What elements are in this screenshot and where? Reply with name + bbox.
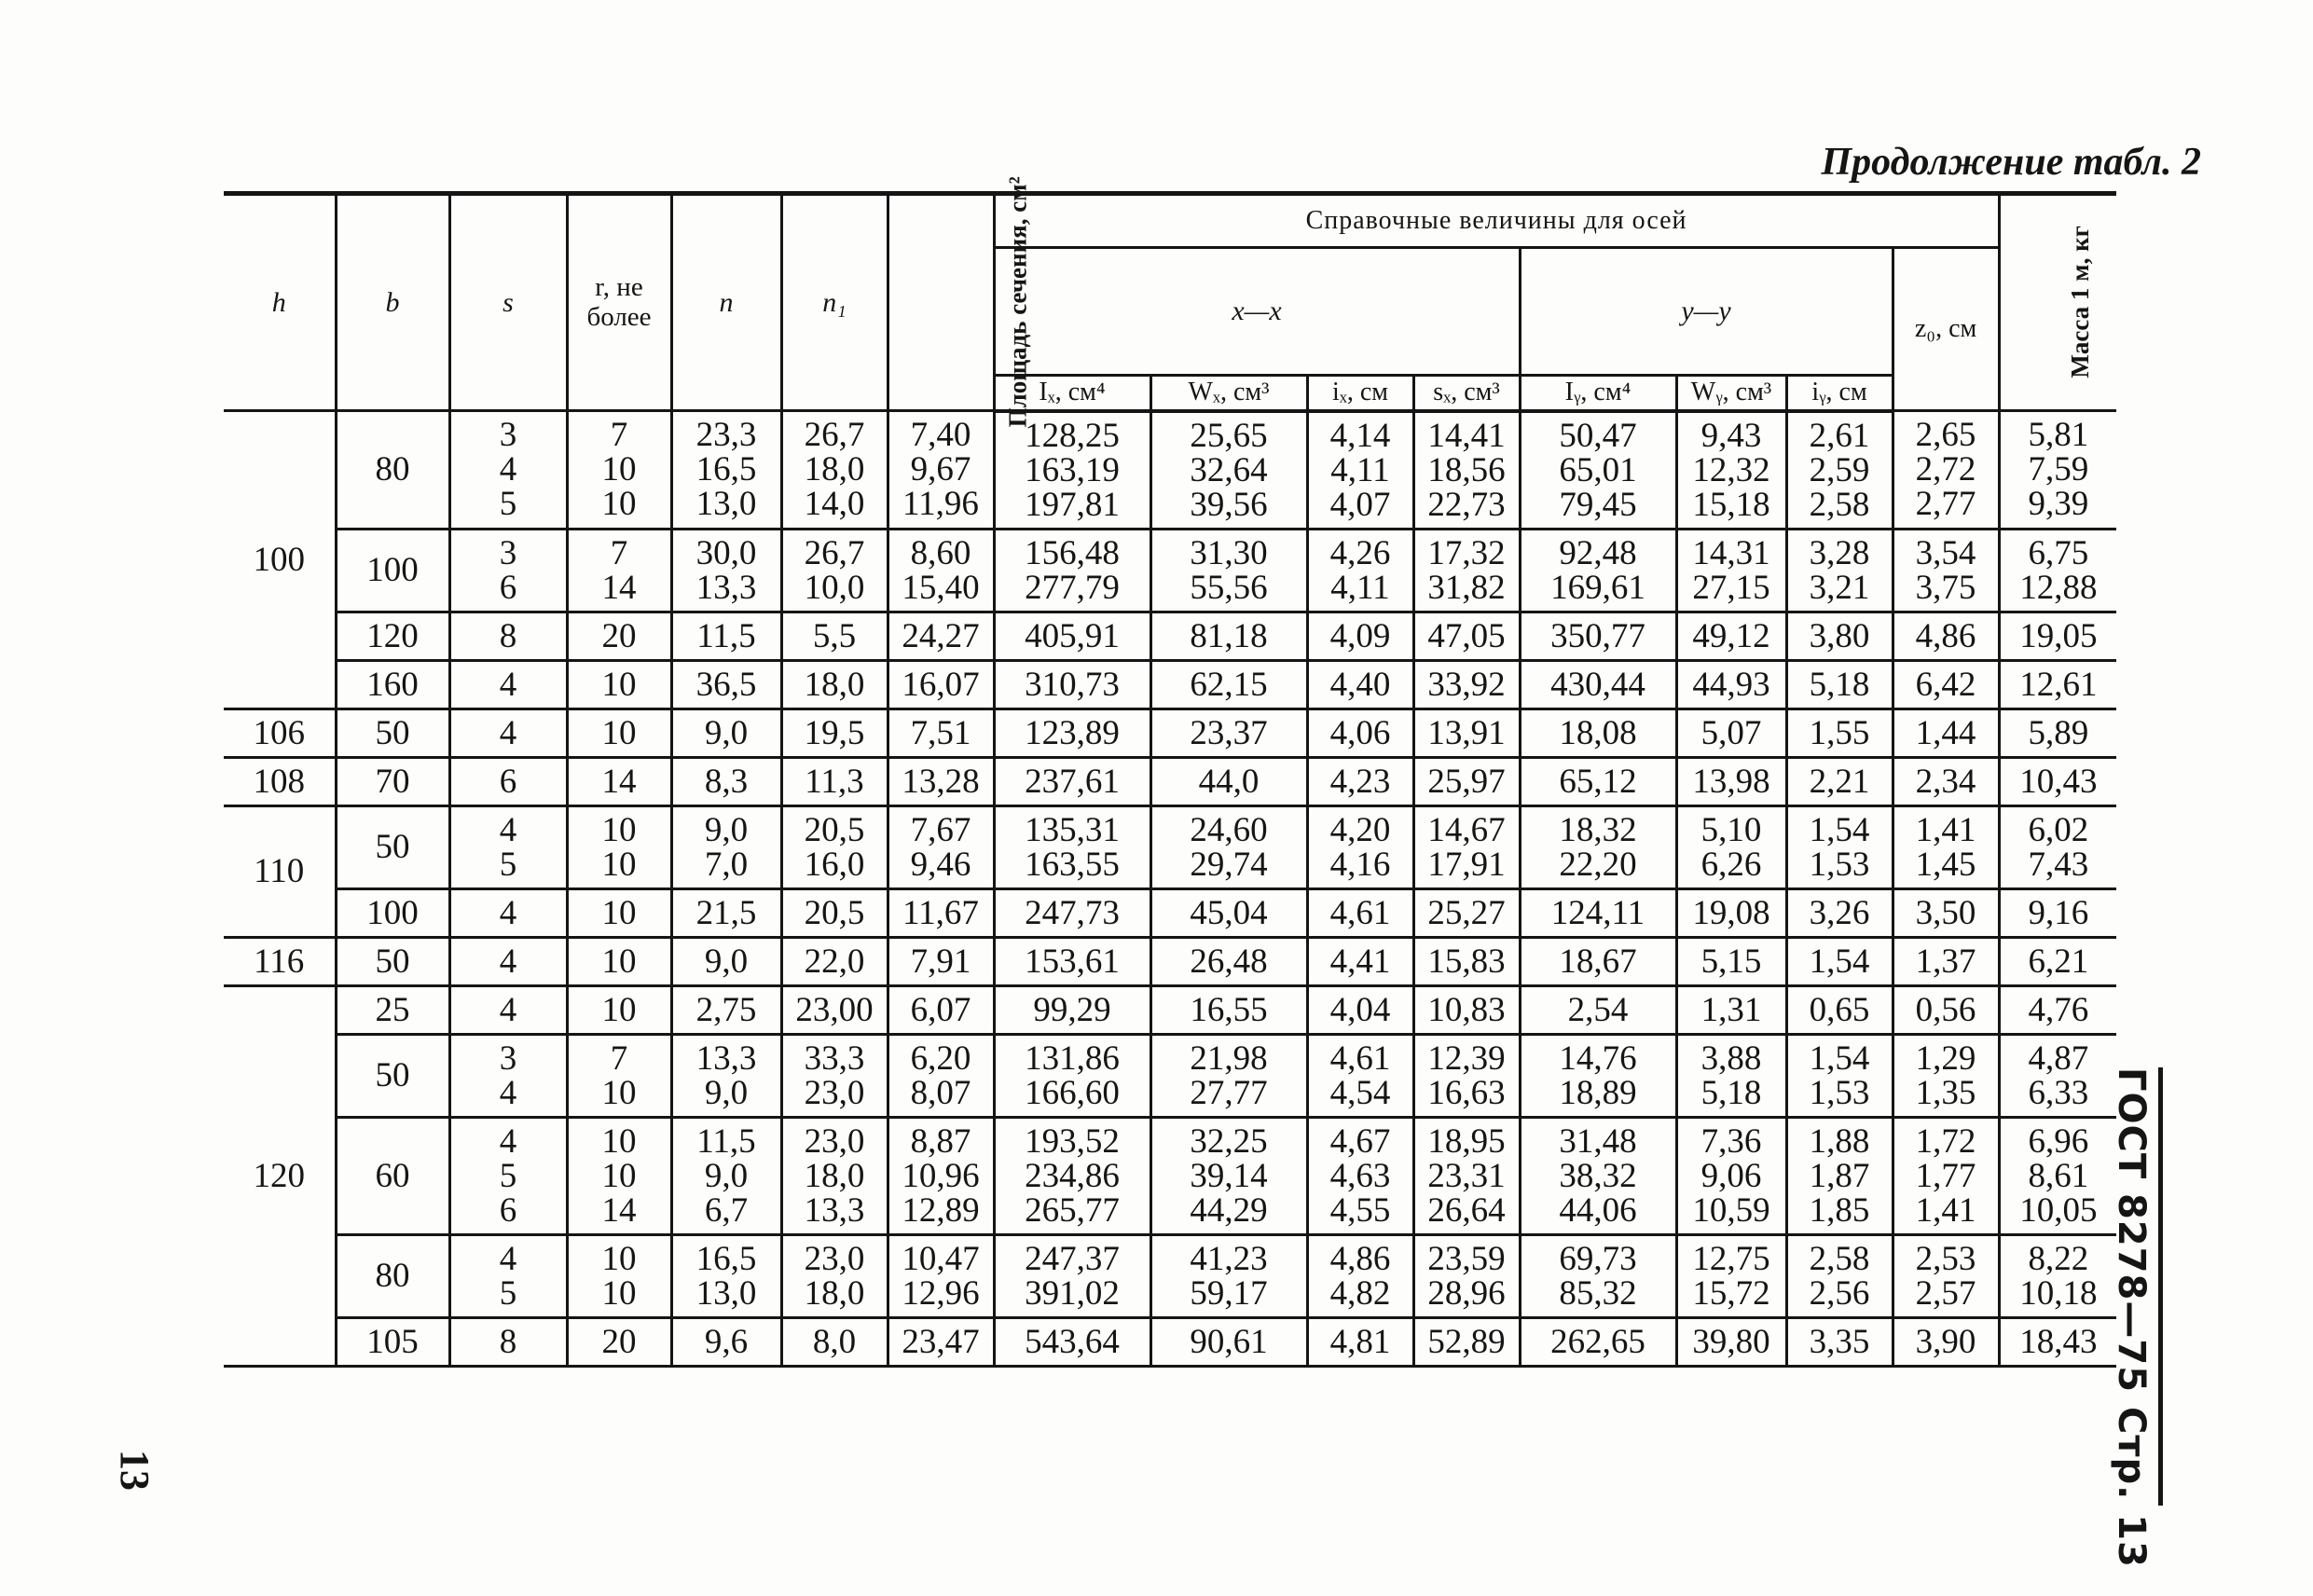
cell-s: 3 6 xyxy=(449,529,567,612)
cell-sx: 25,97 xyxy=(1413,757,1520,805)
cell-n1: 23,00 xyxy=(781,985,888,1034)
cell-area: 23,47 xyxy=(888,1317,994,1366)
cell-ix: 4,09 xyxy=(1307,612,1413,660)
table-row xyxy=(224,709,2116,757)
cell-iy: 3,28 3,21 xyxy=(1786,529,1893,612)
cell-ix: 4,81 xyxy=(1307,1317,1413,1366)
table-row xyxy=(224,660,2116,709)
cell-n: 21,5 xyxy=(671,888,781,937)
cell-area: 6,07 xyxy=(888,985,994,1034)
cell-ix: 4,26 4,11 xyxy=(1307,529,1413,612)
col-z0: z₀, см xyxy=(1893,248,1999,411)
cell-mass: 5,89 xyxy=(1999,709,2116,757)
cell-n: 9,0 7,0 xyxy=(671,805,781,888)
cell-mass: 4,87 6,33 xyxy=(1999,1034,2116,1117)
cell-n: 36,5 xyxy=(671,660,781,709)
cell-h: 100 xyxy=(224,411,336,709)
cell-Ix: 153,61 xyxy=(994,937,1150,985)
cell-s: 4 5 6 xyxy=(449,1117,567,1234)
cell-Wx: 90,61 xyxy=(1150,1317,1307,1366)
cell-Iy: 18,08 xyxy=(1520,709,1676,757)
cell-mass: 6,02 7,43 xyxy=(1999,805,2116,888)
cell-b: 100 xyxy=(336,888,449,937)
cell-Wy: 7,36 9,06 10,59 xyxy=(1676,1117,1786,1234)
cell-n1: 5,5 xyxy=(781,612,888,660)
table-body xyxy=(224,411,2116,1367)
cell-r: 7 10 10 xyxy=(567,411,671,530)
col-Wy: Wᵧ, см³ xyxy=(1676,375,1786,410)
cell-Iy: 14,76 18,89 xyxy=(1520,1034,1676,1117)
cell-iy: 3,80 xyxy=(1786,612,1893,660)
cell-mass: 4,76 xyxy=(1999,985,2116,1034)
ref-group-header: Справочные величины для осей xyxy=(994,194,1999,248)
cell-sx: 18,95 23,31 26,64 xyxy=(1413,1117,1520,1234)
table-row xyxy=(224,612,2116,660)
cell-r: 7 10 xyxy=(567,1034,671,1117)
cell-mass: 6,75 12,88 xyxy=(1999,529,2116,612)
cell-Iy: 2,54 xyxy=(1520,985,1676,1034)
cell-Iy: 31,48 38,32 44,06 xyxy=(1520,1117,1676,1234)
cell-r: 20 xyxy=(567,612,671,660)
axis-yy-header: y—y xyxy=(1520,248,1893,376)
cell-Iy: 69,73 85,32 xyxy=(1520,1234,1676,1317)
col-b: b xyxy=(336,194,449,411)
cell-mass: 18,43 xyxy=(1999,1317,2116,1366)
cell-z0: 1,41 1,45 xyxy=(1893,805,1999,888)
cell-mass: 8,22 10,18 xyxy=(1999,1234,2116,1317)
cell-Wy: 19,08 xyxy=(1676,888,1786,937)
cell-z0: 1,72 1,77 1,41 xyxy=(1893,1117,1999,1234)
cell-n1: 19,5 xyxy=(781,709,888,757)
cell-b: 100 xyxy=(336,529,449,612)
cell-sx: 52,89 xyxy=(1413,1317,1520,1366)
cell-ix: 4,61 4,54 xyxy=(1307,1034,1413,1117)
cell-s: 8 xyxy=(449,612,567,660)
cell-Wy: 5,15 xyxy=(1676,937,1786,985)
cell-r: 10 xyxy=(567,709,671,757)
cell-r: 14 xyxy=(567,757,671,805)
cell-n: 8,3 xyxy=(671,757,781,805)
cell-z0: 1,29 1,35 xyxy=(1893,1034,1999,1117)
cell-n: 9,0 xyxy=(671,937,781,985)
cell-Ix: 237,61 xyxy=(994,757,1150,805)
cell-z0: 2,53 2,57 xyxy=(1893,1234,1999,1317)
cell-Iy: 50,47 65,01 79,45 xyxy=(1520,411,1676,530)
cell-n1: 18,0 xyxy=(781,660,888,709)
cell-Wx: 81,18 xyxy=(1150,612,1307,660)
col-mass: Масса 1 м, кг xyxy=(1999,194,2116,411)
cell-n: 11,5 9,0 6,7 xyxy=(671,1117,781,1234)
table-row xyxy=(224,1117,2116,1234)
table-row xyxy=(224,1034,2116,1117)
cell-b: 50 xyxy=(336,709,449,757)
cell-Wy: 9,43 12,32 15,18 xyxy=(1676,411,1786,530)
cell-Ix: 99,29 xyxy=(994,985,1150,1034)
cell-sx: 12,39 16,63 xyxy=(1413,1034,1520,1117)
cell-ix: 4,41 xyxy=(1307,937,1413,985)
cell-h: 106 xyxy=(224,709,336,757)
cell-s: 6 xyxy=(449,757,567,805)
cell-Wy: 39,80 xyxy=(1676,1317,1786,1366)
cell-n: 9,0 xyxy=(671,709,781,757)
cell-sx: 14,67 17,91 xyxy=(1413,805,1520,888)
cell-b: 50 xyxy=(336,805,449,888)
cell-z0: 4,86 xyxy=(1893,612,1999,660)
cell-b: 80 xyxy=(336,1234,449,1317)
profile-table xyxy=(224,176,2116,1368)
cell-z0: 2,65 2,72 2,77 xyxy=(1893,411,1999,530)
cell-ix: 4,86 4,82 xyxy=(1307,1234,1413,1317)
table-row xyxy=(224,805,2116,888)
cell-n1: 26,7 18,0 14,0 xyxy=(781,411,888,530)
cell-Ix: 135,31 163,55 xyxy=(994,805,1150,888)
cell-Ix: 131,86 166,60 xyxy=(994,1034,1150,1117)
cell-s: 4 xyxy=(449,888,567,937)
cell-Wx: 26,48 xyxy=(1150,937,1307,985)
cell-z0: 0,56 xyxy=(1893,985,1999,1034)
table-row xyxy=(224,985,2116,1034)
cell-n1: 8,0 xyxy=(781,1317,888,1366)
table-row xyxy=(224,529,2116,612)
cell-sx: 15,83 xyxy=(1413,937,1520,985)
cell-Iy: 92,48 169,61 xyxy=(1520,529,1676,612)
cell-s: 4 xyxy=(449,985,567,1034)
standard-side-label: ГОСТ 8278—75 Стр. 13 xyxy=(2112,1067,2163,1506)
cell-sx: 23,59 28,96 xyxy=(1413,1234,1520,1317)
cell-area: 7,67 9,46 xyxy=(888,805,994,888)
cell-Wy: 1,31 xyxy=(1676,985,1786,1034)
cell-ix: 4,04 xyxy=(1307,985,1413,1034)
cell-Ix: 156,48 277,79 xyxy=(994,529,1150,612)
cell-sx: 13,91 xyxy=(1413,709,1520,757)
cell-s: 3 4 5 xyxy=(449,411,567,530)
cell-mass: 9,16 xyxy=(1999,888,2116,937)
cell-s: 4 5 xyxy=(449,1234,567,1317)
cell-iy: 1,54 1,53 xyxy=(1786,805,1893,888)
cell-ix: 4,23 xyxy=(1307,757,1413,805)
cell-n1: 20,5 16,0 xyxy=(781,805,888,888)
cell-sx: 33,92 xyxy=(1413,660,1520,709)
cell-mass: 19,05 xyxy=(1999,612,2116,660)
table-row xyxy=(224,757,2116,805)
cell-Ix: 405,91 xyxy=(994,612,1150,660)
cell-Ix: 247,37 391,02 xyxy=(994,1234,1150,1317)
cell-Wx: 21,98 27,77 xyxy=(1150,1034,1307,1117)
cell-Iy: 124,11 xyxy=(1520,888,1676,937)
cell-area: 7,91 xyxy=(888,937,994,985)
cell-z0: 6,42 xyxy=(1893,660,1999,709)
cell-sx: 25,27 xyxy=(1413,888,1520,937)
cell-r: 7 14 xyxy=(567,529,671,612)
cell-Wy: 14,31 27,15 xyxy=(1676,529,1786,612)
cell-Wx: 41,23 59,17 xyxy=(1150,1234,1307,1317)
cell-Ix: 128,25 163,19 197,81 xyxy=(994,411,1150,530)
cell-Ix: 123,89 xyxy=(994,709,1150,757)
cell-ix: 4,40 xyxy=(1307,660,1413,709)
cell-Wy: 13,98 xyxy=(1676,757,1786,805)
cell-h: 120 xyxy=(224,985,336,1366)
cell-area: 16,07 xyxy=(888,660,994,709)
cell-s: 4 5 xyxy=(449,805,567,888)
cell-iy: 1,54 1,53 xyxy=(1786,1034,1893,1117)
cell-Iy: 18,67 xyxy=(1520,937,1676,985)
cell-b: 50 xyxy=(336,1034,449,1117)
cell-Wx: 23,37 xyxy=(1150,709,1307,757)
cell-Wx: 16,55 xyxy=(1150,985,1307,1034)
cell-iy: 2,21 xyxy=(1786,757,1893,805)
cell-n1: 23,0 18,0 13,3 xyxy=(781,1117,888,1234)
cell-Iy: 350,77 xyxy=(1520,612,1676,660)
cell-Ix: 193,52 234,86 265,77 xyxy=(994,1117,1150,1234)
cell-Wx: 31,30 55,56 xyxy=(1150,529,1307,612)
cell-iy: 3,35 xyxy=(1786,1317,1893,1366)
cell-mass: 10,43 xyxy=(1999,757,2116,805)
cell-iy: 5,18 xyxy=(1786,660,1893,709)
cell-iy: 1,55 xyxy=(1786,709,1893,757)
cell-Wy: 44,93 xyxy=(1676,660,1786,709)
cell-area: 10,47 12,96 xyxy=(888,1234,994,1317)
cell-z0: 3,90 xyxy=(1893,1317,1999,1366)
table-row xyxy=(224,937,2116,985)
cell-n1: 23,0 18,0 xyxy=(781,1234,888,1317)
cell-iy: 0,65 xyxy=(1786,985,1893,1034)
cell-Ix: 310,73 xyxy=(994,660,1150,709)
cell-b: 105 xyxy=(336,1317,449,1366)
cell-h: 108 xyxy=(224,757,336,805)
cell-mass: 12,61 xyxy=(1999,660,2116,709)
col-h: h xyxy=(224,194,336,411)
cell-iy: 1,88 1,87 1,85 xyxy=(1786,1117,1893,1234)
cell-Wx: 45,04 xyxy=(1150,888,1307,937)
cell-b: 120 xyxy=(336,612,449,660)
cell-n: 11,5 xyxy=(671,612,781,660)
cell-Iy: 18,32 22,20 xyxy=(1520,805,1676,888)
col-Ix: Iₓ, см⁴ xyxy=(994,375,1150,410)
cell-Iy: 65,12 xyxy=(1520,757,1676,805)
cell-z0: 2,34 xyxy=(1893,757,1999,805)
cell-Wx: 25,65 32,64 39,56 xyxy=(1150,411,1307,530)
col-iy: iᵧ, см xyxy=(1786,375,1893,410)
cell-Wy: 5,07 xyxy=(1676,709,1786,757)
cell-ix: 4,61 xyxy=(1307,888,1413,937)
cell-r: 10 10 14 xyxy=(567,1117,671,1234)
cell-Ix: 247,73 xyxy=(994,888,1150,937)
cell-z0: 1,37 xyxy=(1893,937,1999,985)
cell-r: 20 xyxy=(567,1317,671,1366)
cell-b: 50 xyxy=(336,937,449,985)
cell-r: 10 xyxy=(567,937,671,985)
cell-r: 10 xyxy=(567,888,671,937)
cell-ix: 4,67 4,63 4,55 xyxy=(1307,1117,1413,1234)
cell-b: 160 xyxy=(336,660,449,709)
cell-b: 60 xyxy=(336,1117,449,1234)
cell-Wy: 49,12 xyxy=(1676,612,1786,660)
cell-area: 8,60 15,40 xyxy=(888,529,994,612)
cell-area: 7,40 9,67 11,96 xyxy=(888,411,994,530)
cell-n1: 20,5 xyxy=(781,888,888,937)
cell-area: 24,27 xyxy=(888,612,994,660)
cell-mass: 6,96 8,61 10,05 xyxy=(1999,1117,2116,1234)
page-number: 13 xyxy=(112,1450,158,1491)
cell-z0: 3,50 xyxy=(1893,888,1999,937)
cell-s: 3 4 xyxy=(449,1034,567,1117)
cell-z0: 1,44 xyxy=(1893,709,1999,757)
cell-Wy: 5,10 6,26 xyxy=(1676,805,1786,888)
table-row xyxy=(224,888,2116,937)
col-ix: iₓ, см xyxy=(1307,375,1413,410)
col-Iy: Iᵧ, см⁴ xyxy=(1520,375,1676,410)
cell-s: 4 xyxy=(449,937,567,985)
col-r: r, не более xyxy=(567,194,671,411)
cell-b: 80 xyxy=(336,411,449,530)
cell-b: 25 xyxy=(336,985,449,1034)
cell-s: 4 xyxy=(449,709,567,757)
table-row xyxy=(224,411,2116,530)
cell-n1: 33,3 23,0 xyxy=(781,1034,888,1117)
cell-Wx: 44,0 xyxy=(1150,757,1307,805)
cell-r: 10 xyxy=(567,660,671,709)
cell-ix: 4,06 xyxy=(1307,709,1413,757)
cell-iy: 2,58 2,56 xyxy=(1786,1234,1893,1317)
cell-n: 30,0 13,3 xyxy=(671,529,781,612)
cell-r: 10 10 xyxy=(567,1234,671,1317)
cell-area: 11,67 xyxy=(888,888,994,937)
cell-Wy: 3,88 5,18 xyxy=(1676,1034,1786,1117)
cell-n1: 11,3 xyxy=(781,757,888,805)
cell-n: 2,75 xyxy=(671,985,781,1034)
cell-ix: 4,20 4,16 xyxy=(1307,805,1413,888)
cell-s: 8 xyxy=(449,1317,567,1366)
cell-sx: 17,32 31,82 xyxy=(1413,529,1520,612)
table-row xyxy=(224,1317,2116,1366)
cell-area: 8,87 10,96 12,89 xyxy=(888,1117,994,1234)
cell-b: 70 xyxy=(336,757,449,805)
cell-n1: 22,0 xyxy=(781,937,888,985)
cell-z0: 3,54 3,75 xyxy=(1893,529,1999,612)
cell-Wx: 32,25 39,14 44,29 xyxy=(1150,1117,1307,1234)
col-area: Площадь сечения, см² xyxy=(888,194,994,411)
cell-r: 10 10 xyxy=(567,805,671,888)
col-sx: sₓ, см³ xyxy=(1413,375,1520,410)
cell-Wy: 12,75 15,72 xyxy=(1676,1234,1786,1317)
col-n: n xyxy=(671,194,781,411)
cell-area: 6,20 8,07 xyxy=(888,1034,994,1117)
col-Wx: Wₓ, см³ xyxy=(1150,375,1307,410)
axis-xx-header: x—x xyxy=(994,248,1520,376)
cell-h: 116 xyxy=(224,937,336,985)
cell-n1: 26,7 10,0 xyxy=(781,529,888,612)
cell-area: 13,28 xyxy=(888,757,994,805)
cell-iy: 3,26 xyxy=(1786,888,1893,937)
cell-r: 10 xyxy=(567,985,671,1034)
cell-ix: 4,14 4,11 4,07 xyxy=(1307,411,1413,530)
cell-n: 9,6 xyxy=(671,1317,781,1366)
cell-Wx: 24,60 29,74 xyxy=(1150,805,1307,888)
cell-n: 16,5 13,0 xyxy=(671,1234,781,1317)
continuation-title: Продолжение табл. 2 xyxy=(1821,141,2201,184)
cell-sx: 10,83 xyxy=(1413,985,1520,1034)
cell-mass: 5,81 7,59 9,39 xyxy=(1999,411,2116,530)
cell-iy: 2,61 2,59 2,58 xyxy=(1786,411,1893,530)
cell-area: 7,51 xyxy=(888,709,994,757)
col-n1: n₁ xyxy=(781,194,888,411)
col-s: s xyxy=(449,194,567,411)
cell-sx: 14,41 18,56 22,73 xyxy=(1413,411,1520,530)
cell-n: 13,3 9,0 xyxy=(671,1034,781,1117)
cell-sx: 47,05 xyxy=(1413,612,1520,660)
cell-Iy: 262,65 xyxy=(1520,1317,1676,1366)
cell-h: 110 xyxy=(224,805,336,937)
cell-iy: 1,54 xyxy=(1786,937,1893,985)
cell-Iy: 430,44 xyxy=(1520,660,1676,709)
cell-Ix: 543,64 xyxy=(994,1317,1150,1366)
cell-n: 23,3 16,5 13,0 xyxy=(671,411,781,530)
cell-Wx: 62,15 xyxy=(1150,660,1307,709)
table-row xyxy=(224,1234,2116,1317)
cell-mass: 6,21 xyxy=(1999,937,2116,985)
cell-s: 4 xyxy=(449,660,567,709)
